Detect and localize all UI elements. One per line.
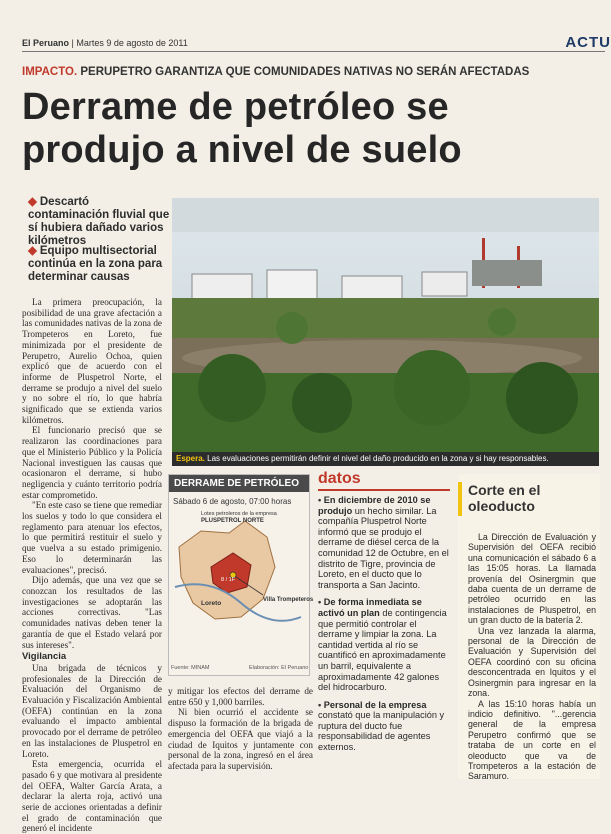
subheading: Vigilancia: [22, 651, 67, 663]
paragraph: Una brigada de técnicos y profesionales de la Dirección de Evaluación del Organismo de Evaluación y Fiscalización Ambiental (OEFA) continúan en la zona evaluando el impacto ambiental provocado por el derrame de petróleo en las instalaciones de Pluspetrol en Loreto.: [22, 662, 162, 759]
paragraph: "En este caso se tiene que remediar los suelos y todo lo que considera el reglamento para atenuar los efectos, lo que permitirá restituir el suelo y que vuelva a su estado primigenio. Eso lo determinarán las evaluaciones", precisó.: [22, 500, 162, 575]
bullet-2: ◆ Equipo multisectorial continúa en la zona para determinar causas: [28, 245, 163, 283]
caption-label: Espera.: [176, 454, 205, 463]
kicker-text: PERUPETRO GARANTIZA QUE COMUNIDADES NATIVAS NO SERÁN AFECTADAS: [80, 66, 530, 78]
map-label-company: Lotes petroleros de la empresa: [201, 511, 277, 517]
paragraph: La Dirección de Evaluación y Supervisión del OEFA recibió una comunicación el sábado 6 a las 15:05 horas. La llamada provenía del Osinergmin que daba cuenta de un derrame de petróleo ocurrido en las instalaciones de Pluspetrol, en un gran ducto de la batería 2.: [468, 532, 596, 626]
masthead-meta: El Peruano | Martes 9 de agosto de 2011: [22, 38, 188, 48]
diamond-icon: ◆: [28, 245, 37, 257]
map-title: DERRAME DE PETRÓLEO: [169, 475, 309, 492]
article-column-1: [22, 297, 162, 834]
masthead-rule: [22, 51, 605, 52]
diamond-icon: ◆: [28, 196, 37, 208]
bullet-1: ◆ Descartó contaminación fluvial que sí hubiera dañado varios kilómetros: [28, 196, 170, 247]
map-credit: Elaboración: El Peruano: [249, 665, 309, 671]
map-label-villa: Villa Trompeteros: [263, 597, 314, 603]
article-column-2: [168, 686, 313, 772]
accent-bar: [458, 482, 462, 516]
paragraph: y mitigar los efectos del derrame de entre 650 y 1,000 barriles.: [168, 686, 313, 707]
masthead: [0, 0, 611, 52]
datos-heading: datos: [318, 470, 450, 491]
issue-date: Martes 9 de agosto de 2011: [76, 38, 188, 48]
paper-name: El Peruano: [22, 38, 70, 48]
datos-item: • En diciembre de 2010 se produjo un hecho similar. La compañía Pluspetrol Norte informó que se produjo el derrame de diésel cerca de la comunidad 12 de Octubre, en el distrito de Tigre, provincia de Loreto, en el ducto que lo transporta a San Jacinto.: [318, 495, 449, 590]
photo-caption: [172, 452, 599, 466]
section-name: ACTU: [565, 34, 611, 51]
datos-item: • De forma inmediata se activó un plan de contingencia que permitió controlar el derrame y limpiar la zona. La cantidad vertida al río se cuantificó en aproximadamente un barril, equivalente a aproximadamente 42 galones del hidrocarburo.: [318, 597, 447, 693]
photo-illustration: [172, 198, 599, 452]
map-label-lot: 8 / 1F: [221, 577, 236, 583]
paragraph: La primera preocupación, la posibilidad de una grave afectación a las comunidades nativas de la zona de Trompeteros en Loreto, fue minimizada por el presidente de Perupetro, Aurelio Ochoa, quien explicó que de acuerdo con el informe de Pluspetrol Norte, el derrame se produjo a nivel del suelo y no sobre el río, lo que habría significado que se extienda varios kilómetros.: [22, 297, 162, 425]
map-label-company2: PLUSPETROL NORTE: [201, 518, 264, 524]
paragraph: Dijo además, que una vez que se conozcan los resultados de las investigaciones se adoptarán las acciones correctivas. "Las comunidades nativas deben tener la garantía de que el Estado velará por sus intereses".: [22, 575, 162, 650]
paragraph: Esta emergencia, ocurrida el pasado 6 y que motivara al presidente del OEFA, Walter García Arata, a declarar la alerta roja, activó una serie de acciones orientadas a definir el grado de contaminación que generó el incidente: [22, 759, 162, 834]
paragraph: A las 15:10 horas había un indicio definitivo. "...gerencia general de la empresa Perupetro confirmó que se trataba de un corte en el oleoducto que va de Trompeteros a la estación de Saramuro.: [468, 698, 596, 782]
map-date: Sábado 6 de agosto, 07:00 horas: [173, 497, 292, 506]
corte-heading: Corte en el oleoducto: [468, 482, 541, 514]
map-source: Fuente: MINAM: [171, 665, 210, 671]
spill-map: [168, 474, 314, 676]
kicker: [22, 66, 529, 78]
corte-body: [468, 532, 596, 782]
paragraph: El funcionario precisó que se realizaron las coordinaciones para que el Ministerio Público y la Policía Nacional investiguen las causas que ocasionaron el derrame, si hubo negligencia y cuánto territorio podría estar comprometido.: [22, 425, 162, 500]
datos-box: [318, 470, 450, 760]
map-label-loreto: Loreto: [201, 600, 222, 607]
paragraph: Una vez lanzada la alarma, personal de la Dirección de Evaluación y Supervisión del OEFA coordinó con su oficina desconcentrada en Iquitos y el Osinergmin para ingresar en la zona.: [468, 625, 596, 699]
corte-sidebar: [458, 474, 600, 782]
caption-text: Las evaluaciones permitirán definir el nivel del daño producido en la zona y si hay responsables.: [207, 454, 549, 463]
map-illustration: [171, 507, 314, 663]
oil-field-photo: [172, 198, 599, 452]
headline: Derrame de petróleo se produjo a nivel de suelo: [22, 86, 462, 171]
paragraph: Ni bien ocurrió el accidente se dispuso la formación de la brigada de emergencia del OEFA que viajó a la ciudad de Iquitos y juntamente con personal de la zona, ingresó en el área afectada para la supervisión.: [168, 707, 313, 771]
kicker-tag: IMPACTO.: [22, 66, 78, 78]
datos-item: • Personal de la empresa constató que la manipulación y ruptura del ducto fue responsabilidad de agentes externos.: [318, 699, 445, 753]
